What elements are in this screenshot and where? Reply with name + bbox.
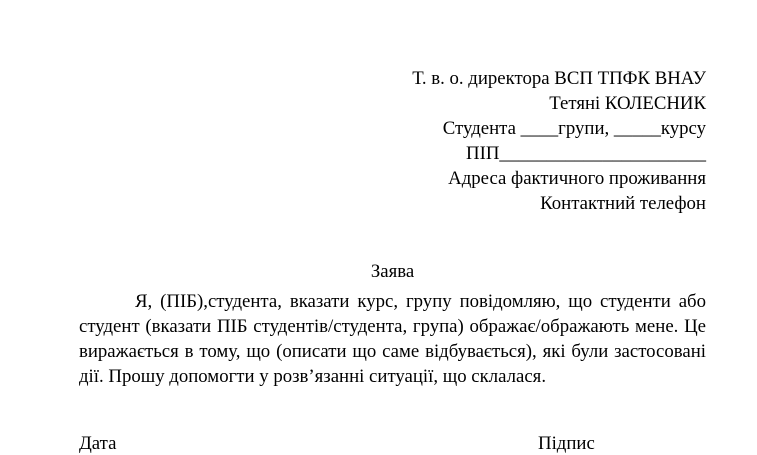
recipient-line-fullname-blank: ПІП______________________ bbox=[466, 143, 706, 164]
date-label: Дата bbox=[79, 433, 117, 454]
signature-label: Підпис bbox=[538, 433, 595, 454]
body-line: студент (вказати ПІБ студентів/студента, група) ображає/ображають мене. Це bbox=[79, 316, 706, 337]
document-title: Заява bbox=[370, 261, 415, 282]
body-line: Я, (ПІБ),студента, вказати курс, групу повідомляю, що студенти або bbox=[135, 291, 706, 312]
recipient-line-address: Адреса фактичного проживання bbox=[448, 168, 706, 189]
body-paragraph bbox=[79, 289, 706, 389]
recipient-block bbox=[412, 66, 706, 216]
body-line: виражається в тому, що (описати що саме відбувається), які були застосовані bbox=[79, 341, 706, 362]
recipient-line-student-group: Студента ____групи, _____курсу bbox=[442, 118, 706, 139]
recipient-line-phone: Контактний телефон bbox=[540, 193, 706, 214]
recipient-line-name: Тетяні КОЛЕСНИК bbox=[549, 93, 706, 114]
body-line: дії. Прошу допомогти у розв’язанні ситуації, що склалася. bbox=[79, 366, 547, 387]
footer-row bbox=[0, 431, 757, 455]
recipient-line-director: Т. в. о. директора ВСП ТПФК ВНАУ bbox=[412, 68, 706, 89]
